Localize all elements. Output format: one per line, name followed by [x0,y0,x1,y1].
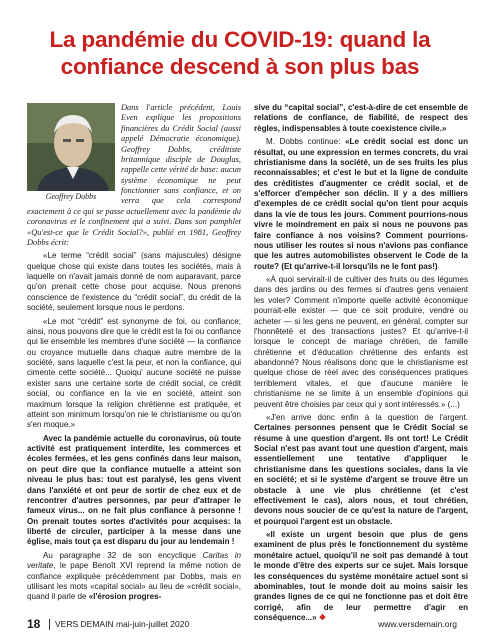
magazine-name: VERS DEMAIN [55,619,114,629]
left-column [27,103,241,603]
photo-caption: Geoffrey Dobbs [45,192,97,201]
left-paragraph-4-text-b: , le pape Benoît XVI reprend la même notion de confiance expliquée précédemment par Dobbs, mais en utilisant les mots «capital social» au lieu de «crédit social», quand il parle de [27,561,241,602]
page-footer [27,617,457,631]
left-paragraph-1: «Le terme “crédit social” (sans majuscules) désigne quelque chose qui existe dans toutes les sociétés, mais à laquelle on n'avait jamais donné de nom auparavant, parce qu'on prenait cette chose pour acquise. Nous prenons conscience de l'existence du “crédit social”, du crédit de la société, seulement lorsque nous le perdons. [27,251,241,313]
encyclical-title: Caritas in veritate [27,550,241,571]
article-title-line-2: confiance descend à son plus bas [60,54,420,79]
right-paragraph-4-text: «J'en arrive donc enfin à la question de l'argent. [266,412,468,422]
right-paragraph-2-text: M. Dobbs continue: [266,137,346,147]
portrait-image [27,103,115,191]
left-paragraph-3: Avec la pandémie actuelle du coronavirus, où toute activité est pratiquement interdite, les commerces et écoles fermées, et les gens confinés dans leur maison, on peut dire que la confiance mutuelle a atteint son niveau le plus bas: tout est paralysé, les gens vivent dans l'anxiété et ont peur de sortir de chez eux et de rencontrer d'autres personnes, par peur d'attraper le fameux virus... on ne fait plus confiance à personne ! On prenait toutes sortes d'activités pour acquises: la liberté de circuler, participer à la messe dans une église, mais tout ça est disparu du jour au lendemain ! [27,433,241,547]
right-column [254,103,468,623]
article-title-line-1: La pandémie du COVID-19: quand la [49,27,431,52]
right-paragraph-5-text: «Il existe un urgent besoin que plus de gens examinent de plus près le fonctionnement du système monétaire actuel, quoiqu'il ne soit pas demandé à tout le monde d'être des experts sur ce sujet. Mais lorsque les conséquences du système monétaire actuel sont si abominables, tout le monde doit au moins saisir les grandes lignes de ce qui ne fonctionne pas et doit être corrigé, afin de leur permettre d'agir en conséquence...» [254,530,468,622]
left-paragraph-4-text-a: Au paragraphe 32 de son encyclique [43,550,203,560]
right-paragraph-1: sive du “capital social”, c'est-à-dire de cet ensemble de relations de confiance, de fiabilité, de respect des règles, indispensables à toute coexistence civile.» [254,103,468,133]
footer-magazine [55,617,189,631]
right-paragraph-5 [254,530,468,623]
footer-url[interactable]: www.versdemain.org [378,619,457,629]
footer-divider [49,619,50,630]
left-paragraph-2: «Le mot “crédit” est synonyme de foi, ou confiance; ainsi, nous pouvons dire que le crédit est la foi ou confiance qui lie ensemble les membres d'une société — la confiance ou croyance mutuelle dans chaque autre membre de la société, sans laquelle c'est la peur, et non la confiance, qui cimente cette société... Quoiqu' aucune société ne puisse exister sans une certaine sorte de crédit social, ce crédit social, ou confiance en la vie en société, atteint son maximum lorsque la religion chrétienne est pratiquée, et atteint son minimum lorsqu'on nie le christianisme ou qu'on s'en moque.» [27,316,241,430]
right-paragraph-2-bold: «Le crédit social est donc un résultat, ou une expression en termes concrets, du vrai christianisme dans la société, un de ses fruits les plus reconnaissables; et c'est le but et la ligne de conduite des créditistes d'augmenter ce crédit social, et de s'efforcer d'empêcher son déclin. Il y a des milliers d'exemples de ce crédit social qu'on tient pour acquis dans la vie de tous les jours. Comment pourrions-nous vivre le moindrement en paix si nous ne pouvons pas faire confiance à nos voisins? Comment pourrions-nous utiliser les routes si nous n'avions pas confiance que les autres automobilistes observent le Code de la route? (Et qu'arrive-t-il lorsqu'ils ne le font pas!) [254,137,468,271]
intro-paragraph: Dans l'article précédent, Louis Even explique les propositions financières du Crédit Social (aussi appelé Démocratie économique). Geoffrey Dobbs, créditiste britannique disciple de Douglas, rappelle cette vérité de base: aucun système économique ne peut fonctionner sans confiance, et on verra que cela correspond exactement à ce qui se passe actuellement avec la pandémie du coronavirus et le confinement qui a suivi. Dans son pamphlet «Qu'est-ce que le Crédit Social?», publié en 1981, Geoffrey Dobbs écrit: [27,103,241,247]
article-title [0,26,480,80]
author-photo [27,103,115,191]
left-paragraph-4-bold: «l'érosion progres- [88,592,162,602]
author-photo-block [27,103,115,203]
right-paragraph-2 [254,137,468,272]
left-paragraph-4 [27,551,241,603]
right-paragraph-4 [254,413,468,527]
right-paragraph-4-bold: Certaines personnes pensent que le Crédit Social se résume à une question d'argent. Ils ont tort! Le Crédit Social n'est pas avant tout une question d'argent, mais essentiellement une tentative d'appliquer le christianisme dans les questions sociales, dans la vie en société; et si le système d'argent se trouve être un obstacle à une vie plus chrétienne (et c'est effectivement le cas), alors nous, et tout chrétien, devons nous soucier de ce qu'est la nature de l'argent, et pourquoi l'argent est un obstacle. [254,423,468,526]
page-number: 18 [27,617,41,631]
right-paragraph-3: «À quoi servirait-il de cultiver des fruits ou des légumes dans des jardins ou des fermes si d'autres gens venaient les voler? Comment n'importe quelle activité économique pourrait-elle exister — que ce soit produire, vendre ou acheter — si les gens ne peuvent, en général, compter sur l'honnêteté et des transactions justes? Et qu'arrive-t-il lorsque le concept de mariage chrétien, de famille chrétienne et d'éducation chrétienne des enfants est abandonné? Nous réalisons donc que le christianisme est quelque chose de réel avec des conséquences pratiques terriblement vitales, et que d'aucune manière le christianisme ne se limite à un ensemble d'opinions qui peuvent être choisies par ceux qui y sont intéressés.» (...) [254,275,468,409]
end-mark-icon: ❖ [318,613,327,622]
issue-date: mai-juin-juillet 2020 [115,619,190,629]
